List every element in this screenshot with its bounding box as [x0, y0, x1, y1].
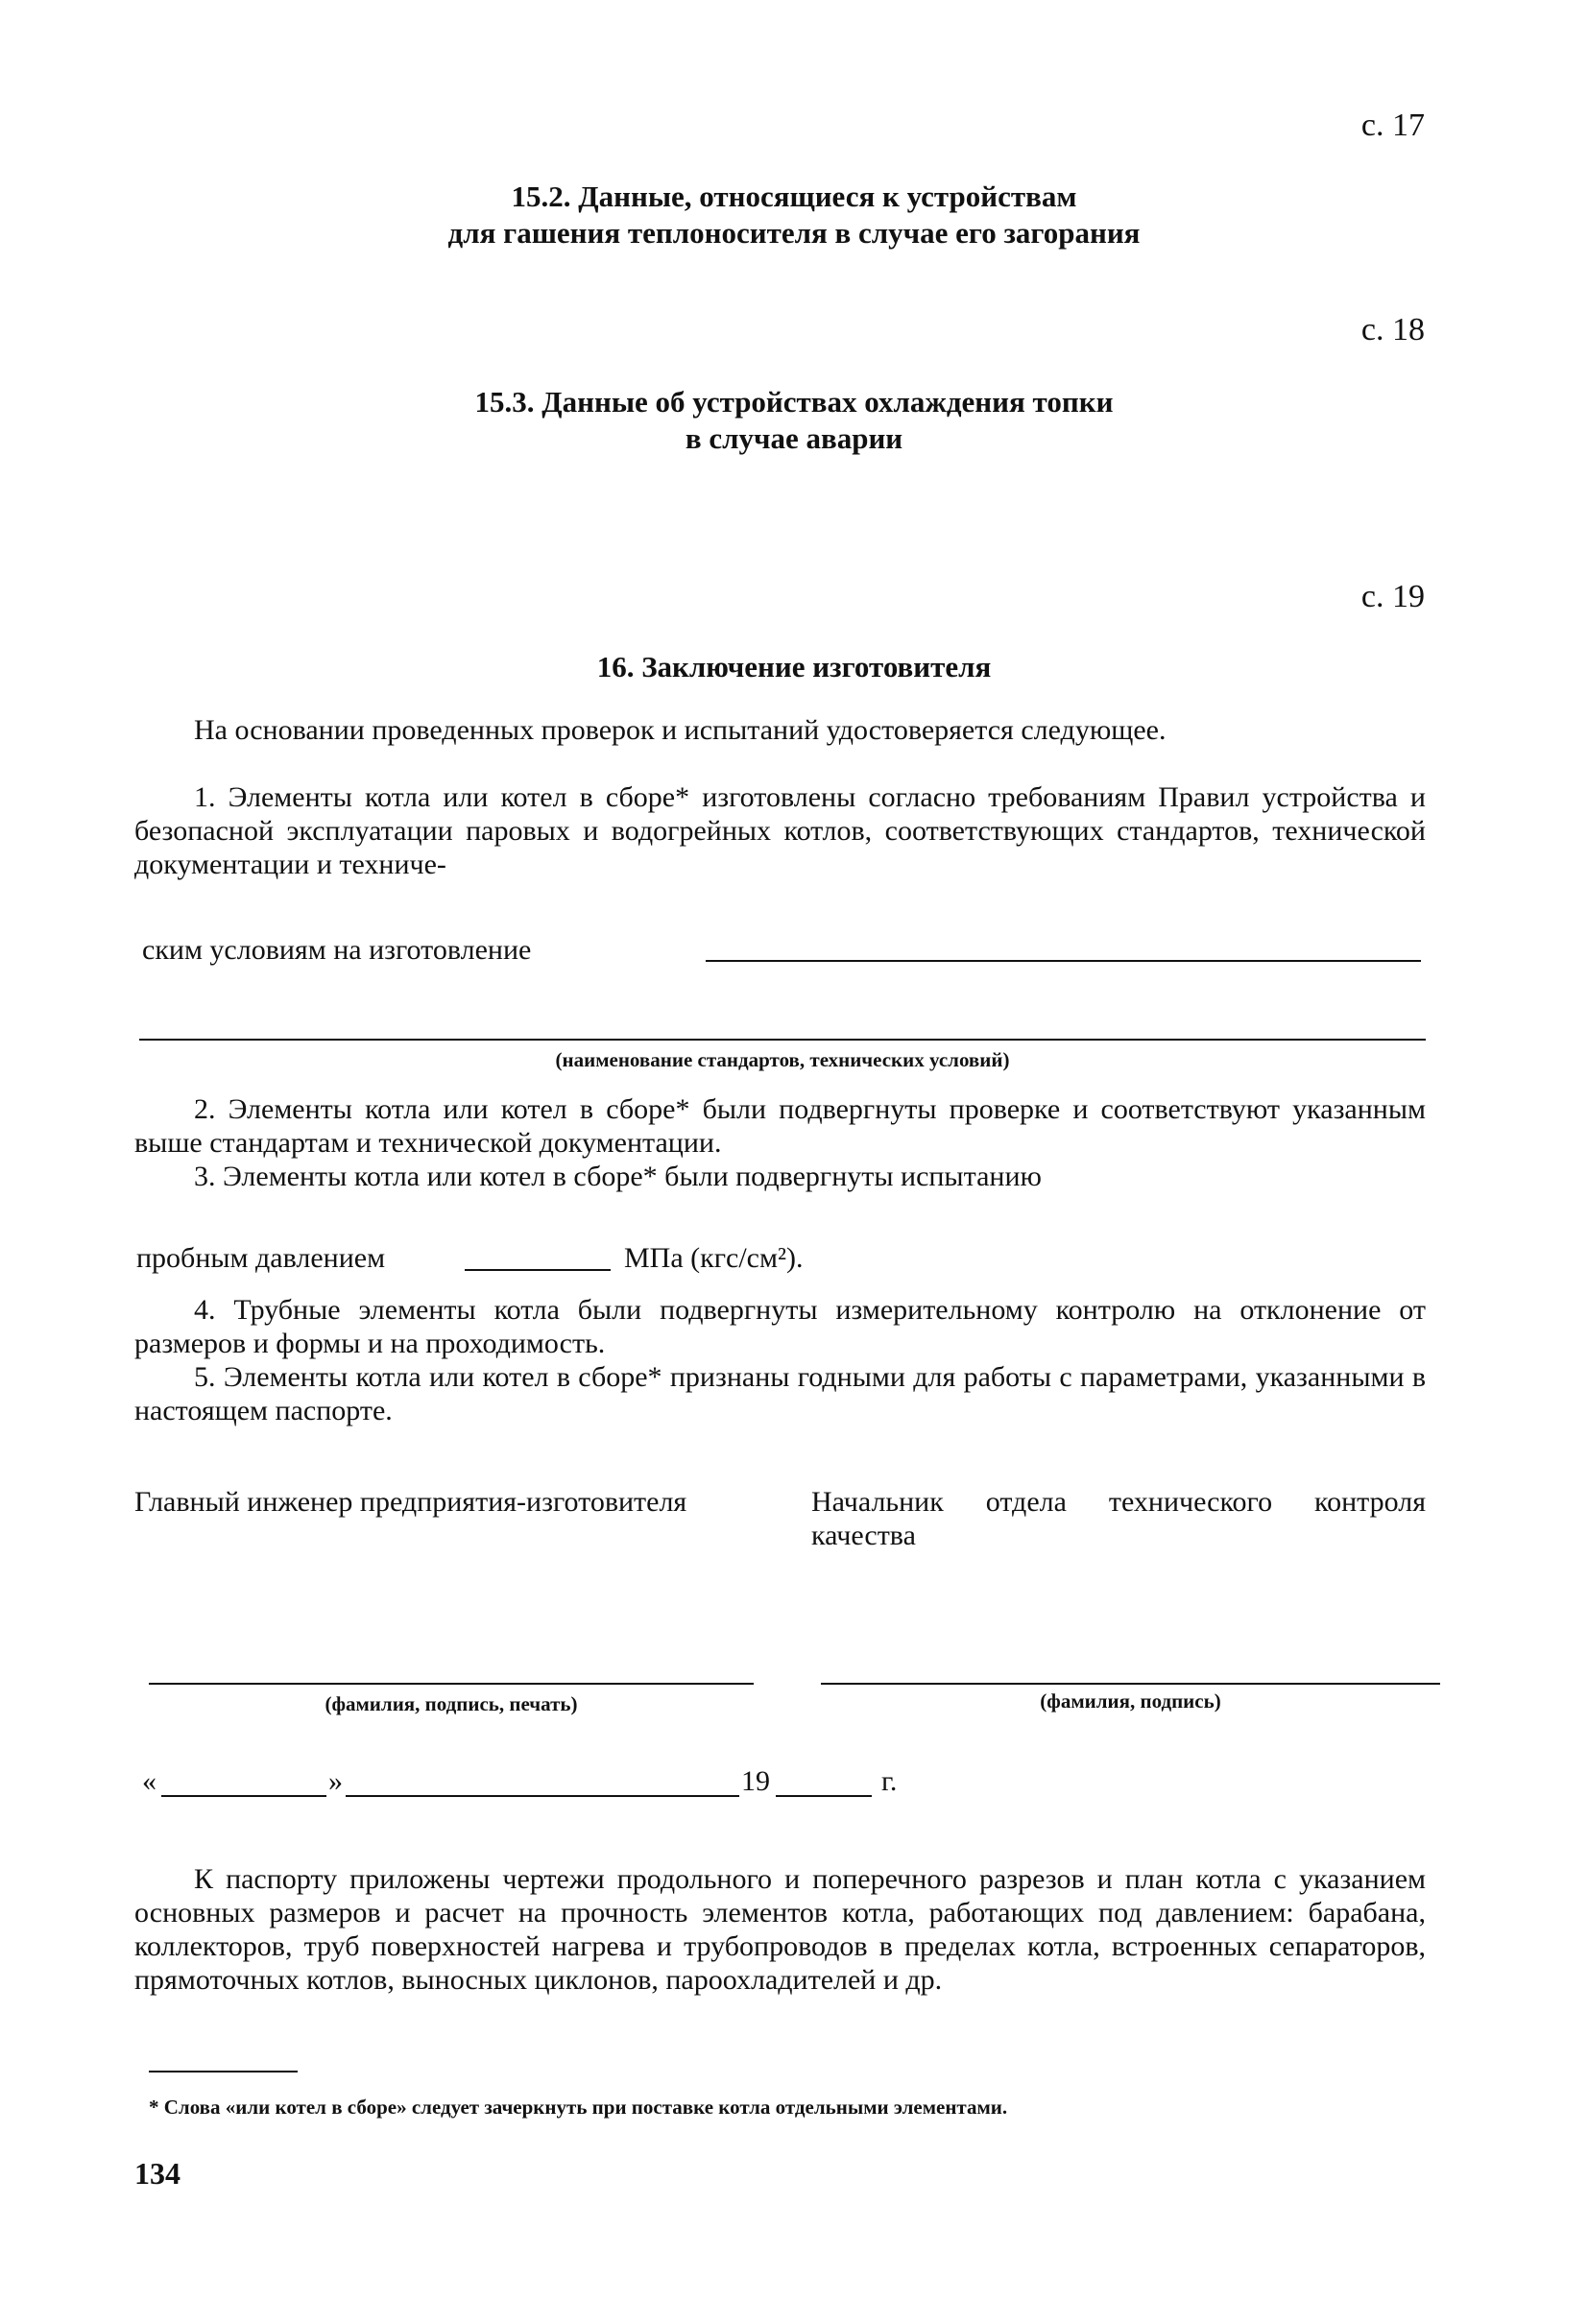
section-15-3-heading — [0, 384, 1588, 457]
section-15-2-line2: для гашения теплоносителя в случае его загорания — [447, 216, 1141, 250]
page-marker-17: с. 17 — [1360, 108, 1425, 143]
pressure-unit: МПа (кгс/см²). — [624, 1242, 804, 1274]
date-open-quote: « — [142, 1765, 156, 1797]
date-year-blank[interactable] — [776, 1795, 872, 1797]
standards-caption: (наименование стандартов, технических условий) — [555, 1048, 1010, 1071]
item-1-text: 1. Элементы котла или котел в сборе* изготовлены согласно требованиям Правил устройства и безопасной эксплуатации паровых и водогрейных котлов, соответствующих стандартов, технической документации и техниче- — [134, 781, 1426, 880]
paragraph-intro — [134, 713, 1426, 747]
footnote-divider — [149, 2071, 298, 2072]
paragraph-item-4 — [134, 1293, 1426, 1360]
paragraph-item-5 — [134, 1360, 1426, 1427]
page-number: 134 — [134, 2156, 180, 2191]
date-month-blank[interactable] — [346, 1795, 739, 1797]
page-marker-18: с. 18 — [1360, 312, 1425, 347]
date-year-suffix: г. — [881, 1765, 898, 1797]
date-day-blank[interactable] — [161, 1795, 326, 1797]
paragraph-item-3 — [134, 1160, 1426, 1193]
item-5-text: 5. Элементы котла или котел в сборе* признаны годными для работы с параметрами, указанными в настоящем паспорте. — [134, 1361, 1426, 1426]
section-15-2-line1: 15.2. Данные, относящиеся к устройствам — [511, 180, 1077, 213]
section-15-3-line2: в случае аварии — [685, 421, 903, 455]
standards-blank-line-1[interactable] — [706, 960, 1421, 962]
date-year-prefix: 19 — [741, 1765, 770, 1797]
section-15-2-heading — [0, 179, 1588, 252]
page-marker-19: с. 19 — [1360, 579, 1425, 614]
paragraph-item-1 — [134, 780, 1426, 881]
standards-blank-line-2[interactable] — [139, 1039, 1426, 1041]
signature-left-title: Главный инженер предприятия-изготовителя — [134, 1486, 687, 1518]
signature-left-line[interactable] — [149, 1683, 754, 1685]
attachments-text: К паспорту приложены чертежи продольного и поперечного разрезов и план котла с указанием основных размеров и расчет на прочность элементов котла, работающих под давлением: барабана, коллекторов, труб поверхностей нагрева и трубопроводов в пределах котла, встроенных сепараторов, прямоточных котлов, выносных циклонов, пароохладителей и др. — [134, 1863, 1426, 1996]
section-16-title: 16. Заключение изготовителя — [596, 650, 992, 683]
date-close-quote: » — [328, 1765, 343, 1797]
item-2-text: 2. Элементы котла или котел в сборе* были подвергнуты проверке и соответствуют указанным выше стандартам и технической документации. — [134, 1093, 1426, 1159]
item-4-text: 4. Трубные элементы котла были подвергнуты измерительному контролю на отклонение от размеров и формы и на проходимость. — [134, 1294, 1426, 1359]
signature-right-caption: (фамилия, подпись) — [1040, 1689, 1221, 1713]
item-3-text: 3. Элементы котла или котел в сборе* были подвергнуты испытанию — [194, 1161, 1042, 1192]
pressure-blank[interactable] — [465, 1269, 611, 1271]
signature-right-title: Начальник отдела технического контроля качества — [811, 1486, 1426, 1551]
signature-right-line[interactable] — [821, 1683, 1440, 1685]
signature-left-caption: (фамилия, подпись, печать) — [325, 1692, 578, 1715]
paragraph-item-2 — [134, 1092, 1426, 1160]
intro-text: На основании проведенных проверок и испытаний удостоверяется следующее. — [194, 714, 1167, 746]
paragraph-attachments — [134, 1862, 1426, 1997]
item-1-continuation: ским условиям на изготовление — [142, 934, 532, 966]
footnote: * Слова «или котел в сборе» следует зачеркнуть при поставке котла отдельными элементами. — [149, 2096, 1008, 2119]
section-15-3-line1: 15.3. Данные об устройствах охлаждения топки — [474, 385, 1114, 419]
pressure-prefix: пробным давлением — [136, 1242, 386, 1274]
